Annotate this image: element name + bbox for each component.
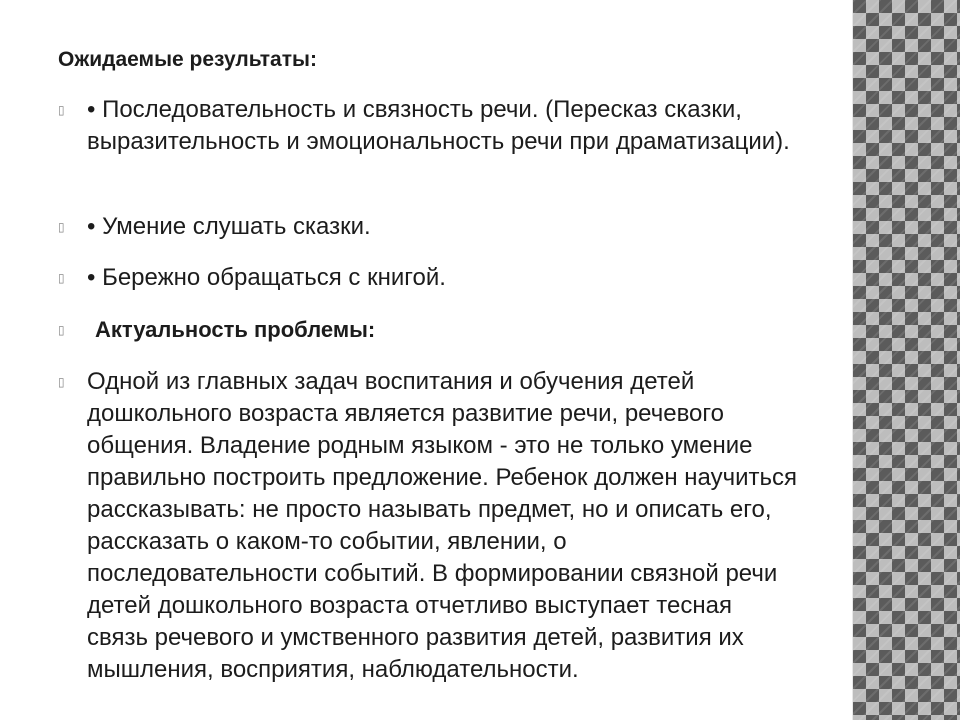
bullet-marker-icon: ▯	[58, 323, 65, 337]
bullet-marker-icon: ▯	[58, 220, 65, 234]
bullet-text: • Последовательность и связность речи. (Пересказ сказки, выразительность и эмоциональность речи при драматизации).	[87, 96, 790, 155]
bullet-marker-icon: ▯	[58, 375, 65, 389]
bullet-item-relevance-paragraph	[58, 366, 798, 686]
bullet-marker-icon: ▯	[58, 103, 65, 117]
bullet-item-listening	[58, 211, 798, 243]
bullet-text: • Бережно обращаться с книгой.	[87, 264, 446, 291]
decorative-pattern-panel	[852, 0, 960, 720]
bullet-item-relevance-heading	[58, 314, 798, 346]
bullet-item-book-care	[58, 262, 798, 294]
bullet-marker-icon: ▯	[58, 271, 65, 285]
heading-expected-results: Ожидаемые результаты:	[58, 48, 317, 71]
section-heading-relevance: Актуальность проблемы:	[95, 317, 376, 342]
paragraph-text: Одной из главных задач воспитания и обучения детей дошкольного возраста является развитие речи, речевого общения. Владение родным языком - это не только умение правильно построить предложение. Ребенок должен научиться рассказывать: не просто называть предмет, но и описать его, рассказать о каком-то событии, явлении, о последовательности событий. В формировании связной речи детей дошкольного возраста отчетливо выступает тесная связь речевого и умственного развития детей, развития их мышления, восприятия, наблюдательности.	[87, 368, 798, 683]
bullet-text: • Умение слушать сказки.	[87, 213, 371, 240]
bullet-item-coherence	[58, 94, 798, 158]
